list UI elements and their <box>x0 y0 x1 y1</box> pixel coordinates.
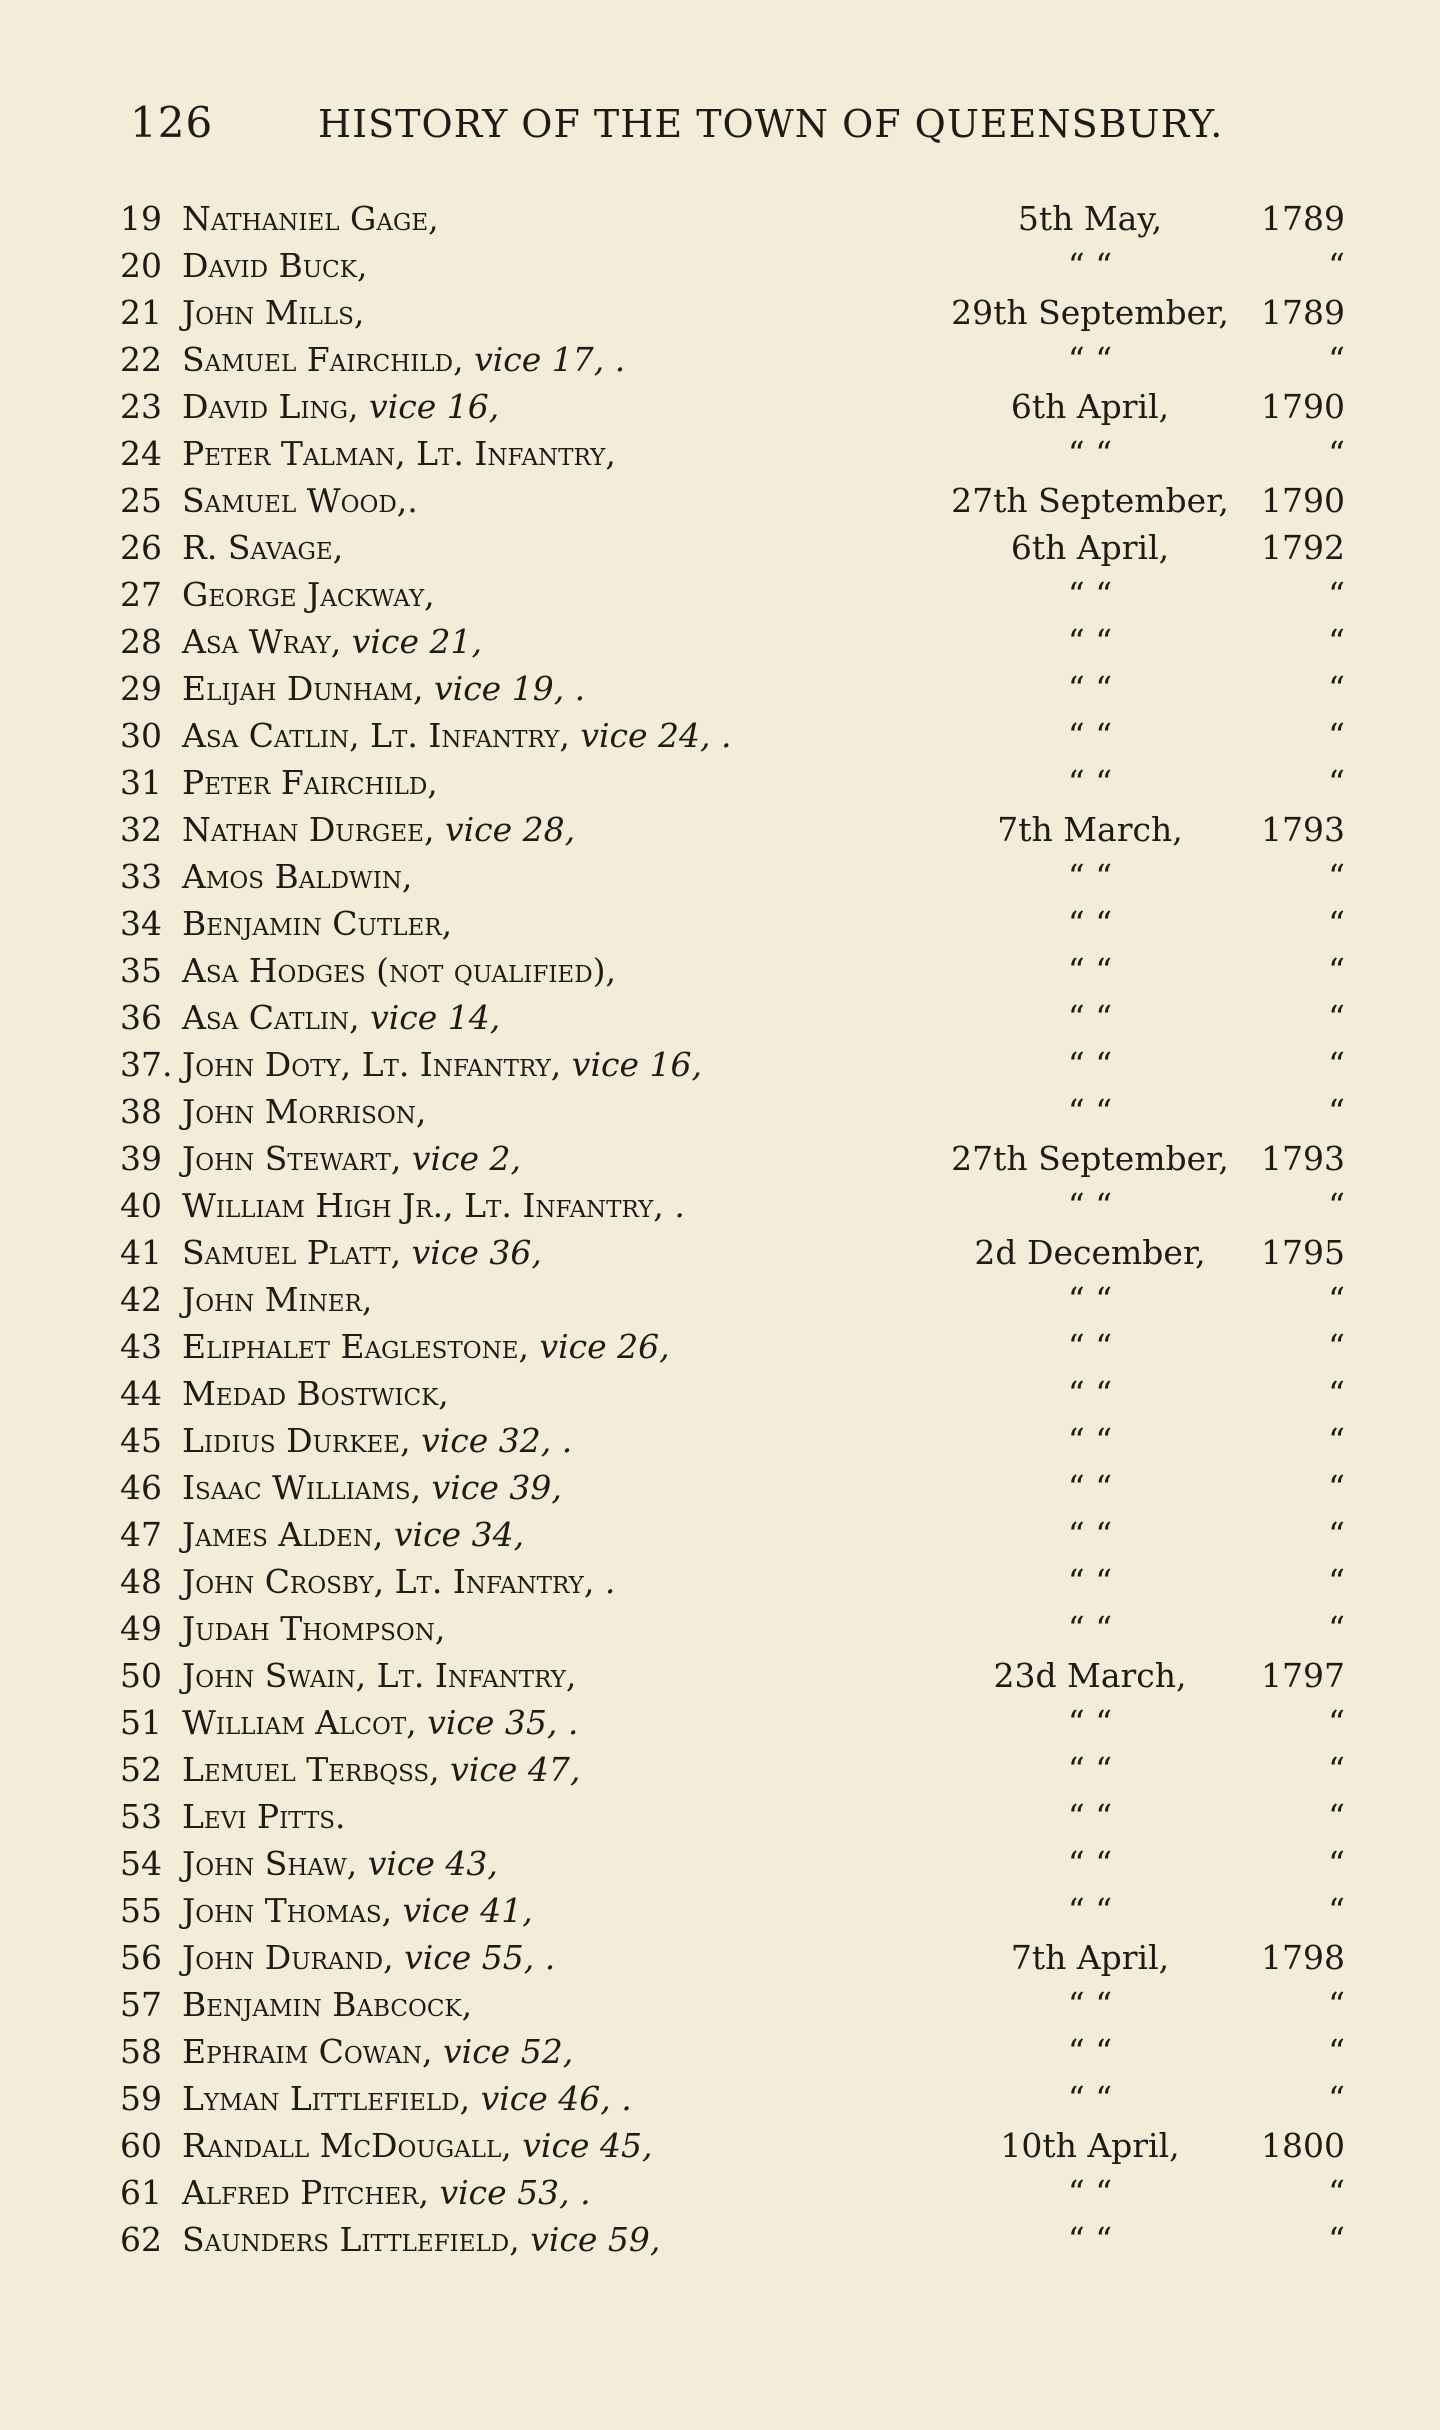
entry-vice: vice 14, <box>370 998 501 1037</box>
entry-date: “ “ <box>1067 434 1113 473</box>
list-item <box>0 1370 1440 1417</box>
entry-vice: vice 52, <box>443 2032 574 2071</box>
entry-number: 47 <box>120 1515 162 1554</box>
entry-date: “ “ <box>1067 1092 1113 1131</box>
entry-date: “ “ <box>1067 1750 1113 1789</box>
entry-name-text: John Miner, <box>182 1280 373 1319</box>
entry-date: “ “ <box>1067 1562 1113 1601</box>
list-item <box>0 1605 1440 1652</box>
entry-year: “ <box>1328 1844 1345 1883</box>
entry-name <box>182 994 942 1041</box>
entry-name <box>182 853 942 900</box>
list-item <box>0 195 1440 242</box>
list-item <box>0 2122 1440 2169</box>
entry-year: 1792 <box>1261 528 1345 567</box>
entry-year: “ <box>1328 1468 1345 1507</box>
entry-name <box>182 618 942 665</box>
list-item <box>0 430 1440 477</box>
entry-name-text: Asa Catlin, <box>182 998 360 1037</box>
entry-date: “ “ <box>1067 1421 1113 1460</box>
entry-name <box>182 2216 942 2263</box>
entry-name-text: Randall McDougall, <box>182 2126 512 2165</box>
entry-date: 2d December, <box>974 1233 1206 1272</box>
entry-year: “ <box>1328 716 1345 755</box>
entry-vice: vice 41, <box>402 1891 533 1930</box>
entry-year: “ <box>1328 669 1345 708</box>
entry-vice: vice 45, <box>522 2126 653 2165</box>
entry-name-text: Samuel Wood,. <box>182 481 418 520</box>
entry-name <box>182 1746 942 1793</box>
entry-year: 1798 <box>1261 1938 1345 1977</box>
entry-number: 58 <box>120 2032 162 2071</box>
entry-vice: vice 17, . <box>474 340 626 379</box>
list-item <box>0 1041 1440 1088</box>
entry-number: 44 <box>120 1374 162 1413</box>
list-item <box>0 1840 1440 1887</box>
entry-name <box>182 1182 942 1229</box>
entry-number: 45 <box>120 1421 162 1460</box>
entry-name-text: R. Savage, <box>182 528 344 567</box>
entry-number: 23 <box>120 387 162 426</box>
list-item <box>0 571 1440 618</box>
entry-year: “ <box>1328 1562 1345 1601</box>
entry-year: “ <box>1328 1045 1345 1084</box>
entry-year: “ <box>1328 1280 1345 1319</box>
entry-name-text: Judah Thompson, <box>182 1609 446 1648</box>
list-item <box>0 336 1440 383</box>
entry-name-text: David Ling, <box>182 387 359 426</box>
list-item <box>0 2169 1440 2216</box>
list-item <box>0 1558 1440 1605</box>
entry-name-text: William Alcot, <box>182 1703 417 1742</box>
entry-name <box>182 1840 942 1887</box>
entry-date: “ “ <box>1067 763 1113 802</box>
entry-year: 1793 <box>1261 1139 1345 1178</box>
entry-vice: vice 24, . <box>580 716 732 755</box>
list-item <box>0 242 1440 289</box>
entry-date: “ “ <box>1067 904 1113 943</box>
entry-vice: vice 2, <box>411 1139 522 1178</box>
entry-name-text: William High Jr., Lt. Infantry, <box>182 1186 664 1225</box>
entry-vice: vice 39, <box>431 1468 562 1507</box>
entry-name <box>182 289 942 336</box>
list-item <box>0 383 1440 430</box>
entry-date: 27th September, <box>951 1139 1229 1178</box>
entry-name-text: Elijah Dunham, <box>182 669 424 708</box>
entry-name-text: Samuel Platt, <box>182 1233 402 1272</box>
entry-date: “ “ <box>1067 669 1113 708</box>
entry-date: 27th September, <box>951 481 1229 520</box>
entry-number: 26 <box>120 528 162 567</box>
entry-number: 39 <box>120 1139 162 1178</box>
list-item <box>0 1793 1440 1840</box>
list-item <box>0 1276 1440 1323</box>
entry-name <box>182 947 942 994</box>
entry-name-text: Medad Bostwick, <box>182 1374 449 1413</box>
entry-number: 41 <box>120 1233 162 1272</box>
entry-date: 29th September, <box>951 293 1229 332</box>
entry-name-text: James Alden, <box>182 1515 384 1554</box>
entry-date: 5th May, <box>1017 199 1163 238</box>
entry-year: “ <box>1328 1797 1345 1836</box>
entry-year: 1789 <box>1261 293 1345 332</box>
entry-year: “ <box>1328 1515 1345 1554</box>
entry-number: 54 <box>120 1844 162 1883</box>
entry-name <box>182 2169 942 2216</box>
entry-vice: vice 19, . <box>434 669 586 708</box>
entry-vice: vice 21, <box>351 622 482 661</box>
entry-date: “ “ <box>1067 1186 1113 1225</box>
entry-year: “ <box>1328 763 1345 802</box>
entry-name <box>182 1370 942 1417</box>
entry-name <box>182 1088 942 1135</box>
entry-name <box>182 1135 942 1182</box>
entry-name-text: John Shaw, <box>182 1844 358 1883</box>
list-item <box>0 1511 1440 1558</box>
list-item <box>0 289 1440 336</box>
entry-name <box>182 336 942 383</box>
entry-name-text: Levi Pitts. <box>182 1797 346 1836</box>
entry-date: “ “ <box>1067 2220 1113 2259</box>
entry-date: 23d March, <box>993 1656 1187 1695</box>
entry-year: “ <box>1328 951 1345 990</box>
list-item <box>0 1182 1440 1229</box>
entry-number: 53 <box>120 1797 162 1836</box>
entry-date: “ “ <box>1067 1468 1113 1507</box>
list-item <box>0 618 1440 665</box>
entry-date: “ “ <box>1067 716 1113 755</box>
entry-name <box>182 1652 942 1699</box>
list-item <box>0 1229 1440 1276</box>
entry-name-text: Amos Baldwin, <box>182 857 413 896</box>
entry-date: “ “ <box>1067 1703 1113 1742</box>
entry-name <box>182 1041 942 1088</box>
entry-vice: vice 16, <box>571 1045 702 1084</box>
entry-name <box>182 1981 942 2028</box>
entry-name-text: Ephraim Cowan, <box>182 2032 433 2071</box>
entry-year: 1790 <box>1261 481 1345 520</box>
entry-name <box>182 383 942 430</box>
list-item <box>0 806 1440 853</box>
entry-name <box>182 195 942 242</box>
entry-name-text: Samuel Fairchild, <box>182 340 464 379</box>
entry-vice: . <box>674 1186 685 1225</box>
entry-number: 50 <box>120 1656 162 1695</box>
entry-number: 59 <box>120 2079 162 2118</box>
list-item <box>0 665 1440 712</box>
entry-name-text: Benjamin Babcock, <box>182 1985 473 2024</box>
entry-year: 1795 <box>1261 1233 1345 1272</box>
entry-number: 24 <box>120 434 162 473</box>
page-title: HISTORY OF THE TOWN OF QUEENSBURY. <box>318 102 1224 146</box>
entry-name <box>182 1229 942 1276</box>
entry-name-text: Asa Hodges (not qualified), <box>182 951 616 990</box>
entry-number: 33 <box>120 857 162 896</box>
list-item <box>0 1135 1440 1182</box>
entry-year: 1797 <box>1261 1656 1345 1695</box>
entry-number: 21 <box>120 293 162 332</box>
entry-year: “ <box>1328 1327 1345 1366</box>
entry-year: “ <box>1328 1891 1345 1930</box>
entry-number: 56 <box>120 1938 162 1977</box>
entry-vice: vice 36, <box>411 1233 542 1272</box>
entry-date: “ “ <box>1067 1045 1113 1084</box>
entry-date: “ “ <box>1067 246 1113 285</box>
entry-name <box>182 1558 942 1605</box>
entry-number: 61 <box>120 2173 162 2212</box>
entry-vice: vice 26, <box>539 1327 670 1366</box>
entry-name-text: Asa Catlin, Lt. Infantry, <box>182 716 570 755</box>
entry-name <box>182 1417 942 1464</box>
entry-date: “ “ <box>1067 1609 1113 1648</box>
entry-year: “ <box>1328 1186 1345 1225</box>
entry-number: 27 <box>120 575 162 614</box>
entry-name <box>182 806 942 853</box>
entry-name-text: Isaac Williams, <box>182 1468 422 1507</box>
entry-name <box>182 1276 942 1323</box>
list-item <box>0 524 1440 571</box>
entry-name <box>182 759 942 806</box>
entry-number: 38 <box>120 1092 162 1131</box>
entry-number: 40 <box>120 1186 162 1225</box>
list-item <box>0 712 1440 759</box>
entry-number: 36 <box>120 998 162 1037</box>
list-item <box>0 1887 1440 1934</box>
entry-number: 30 <box>120 716 162 755</box>
entry-name-text: Asa Wray, <box>182 622 342 661</box>
entry-year: “ <box>1328 246 1345 285</box>
entry-year: “ <box>1328 434 1345 473</box>
entry-number: 34 <box>120 904 162 943</box>
entry-number: 31 <box>120 763 162 802</box>
entry-name-text: Lyman Littlefield, <box>182 2079 471 2118</box>
entry-year: 1800 <box>1261 2126 1345 2165</box>
entry-name <box>182 1464 942 1511</box>
entry-name <box>182 1793 942 1840</box>
entry-vice: vice 28, <box>444 810 576 849</box>
entry-name <box>182 477 942 524</box>
entry-name-text: Peter Talman, Lt. Infantry, <box>182 434 616 473</box>
entry-year: “ <box>1328 998 1345 1037</box>
entry-date: “ “ <box>1067 1797 1113 1836</box>
entry-number: 51 <box>120 1703 162 1742</box>
list-item <box>0 1981 1440 2028</box>
entry-date: “ “ <box>1067 998 1113 1037</box>
entry-name <box>182 571 942 618</box>
entry-year: “ <box>1328 1703 1345 1742</box>
entry-number: 29 <box>120 669 162 708</box>
entry-name <box>182 430 942 477</box>
entry-date: “ “ <box>1067 1515 1113 1554</box>
entry-name <box>182 712 942 759</box>
entry-name <box>182 1934 942 1981</box>
entry-year: “ <box>1328 622 1345 661</box>
entry-number: 55 <box>120 1891 162 1930</box>
entry-name-text: Eliphalet Eaglestone, <box>182 1327 529 1366</box>
entry-date: 10th April, <box>1000 2126 1180 2165</box>
entry-number: 20 <box>120 246 162 285</box>
entry-year: “ <box>1328 904 1345 943</box>
list-item <box>0 1417 1440 1464</box>
entry-number: 62 <box>120 2220 162 2259</box>
entry-year: “ <box>1328 1374 1345 1413</box>
list-item <box>0 1934 1440 1981</box>
entry-year: “ <box>1328 2220 1345 2259</box>
entry-name-text: John Thomas, <box>182 1891 393 1930</box>
list-item <box>0 2216 1440 2263</box>
entry-year: “ <box>1328 1092 1345 1131</box>
entry-number: 35 <box>120 951 162 990</box>
entry-date: “ “ <box>1067 1280 1113 1319</box>
entry-year: “ <box>1328 340 1345 379</box>
entry-name <box>182 1887 942 1934</box>
entry-date: “ “ <box>1067 1891 1113 1930</box>
entry-vice: vice 47, <box>450 1750 581 1789</box>
entry-date: “ “ <box>1067 2079 1113 2118</box>
entry-year: “ <box>1328 575 1345 614</box>
entry-name <box>182 900 942 947</box>
entry-name <box>182 1323 942 1370</box>
entry-vice: vice 16, <box>369 387 500 426</box>
entry-name-text: Saunders Littlefield, <box>182 2220 520 2259</box>
entry-name-text: Nathaniel Gage, <box>182 199 439 238</box>
entry-name-text: John Stewart, <box>182 1139 402 1178</box>
list-item <box>0 759 1440 806</box>
list-item <box>0 947 1440 994</box>
entry-date: “ “ <box>1067 857 1113 896</box>
list-item <box>0 1746 1440 1793</box>
entry-name <box>182 242 942 289</box>
entry-vice: vice 55, . <box>404 1938 556 1977</box>
entry-vice: vice 46, . <box>480 2079 632 2118</box>
entry-number: 48 <box>120 1562 162 1601</box>
entry-name <box>182 665 942 712</box>
entry-year: 1789 <box>1261 199 1345 238</box>
entry-number: 32 <box>120 810 162 849</box>
entry-name-text: Lemuel Terbqss, <box>182 1750 440 1789</box>
list-item <box>0 853 1440 900</box>
entry-name <box>182 524 942 571</box>
entry-vice: . <box>604 1562 616 1601</box>
list-item <box>0 1088 1440 1135</box>
page-number: 126 <box>130 98 214 147</box>
entry-name-text: Nathan Durgee, <box>182 810 435 849</box>
entry-date: “ “ <box>1067 1327 1113 1366</box>
entry-name-text: Benjamin Cutler, <box>182 904 453 943</box>
entry-vice: vice 34, <box>393 1515 525 1554</box>
entry-date: “ “ <box>1067 2032 1113 2071</box>
entry-year: “ <box>1328 1421 1345 1460</box>
entry-year: “ <box>1328 857 1345 896</box>
entry-year: “ <box>1328 1985 1345 2024</box>
entry-name-text: John Morrison, <box>182 1092 427 1131</box>
appointment-list <box>0 195 1440 2263</box>
entry-date: 6th April, <box>1010 387 1170 426</box>
entry-name <box>182 1699 942 1746</box>
entry-year: “ <box>1328 1609 1345 1648</box>
list-item <box>0 1464 1440 1511</box>
entry-name <box>182 2122 942 2169</box>
entry-year: 1790 <box>1261 387 1345 426</box>
entry-name-text: Peter Fairchild, <box>182 763 438 802</box>
entry-vice: vice 32, . <box>421 1421 573 1460</box>
entry-name-text: George Jackway, <box>182 575 435 614</box>
entry-name-text: David Buck, <box>182 246 368 285</box>
entry-number: 19 <box>120 199 162 238</box>
entry-date: “ “ <box>1067 340 1113 379</box>
entry-date: 7th April, <box>1010 1938 1170 1977</box>
entry-name-text: John Durand, <box>182 1938 394 1977</box>
list-item <box>0 994 1440 1041</box>
entry-name-text: John Crosby, Lt. Infantry, <box>182 1562 595 1601</box>
entry-year: “ <box>1328 2173 1345 2212</box>
list-item <box>0 2075 1440 2122</box>
list-item <box>0 2028 1440 2075</box>
running-head <box>130 98 1330 158</box>
list-item <box>0 1652 1440 1699</box>
entry-year: “ <box>1328 2079 1345 2118</box>
entry-vice: vice 43, <box>367 1844 498 1883</box>
entry-date: “ “ <box>1067 1985 1113 2024</box>
entry-name <box>182 1605 942 1652</box>
entry-number: 37. <box>120 1045 173 1084</box>
entry-vice: vice 53, . <box>439 2173 591 2212</box>
entry-date: “ “ <box>1067 1844 1113 1883</box>
entry-number: 57 <box>120 1985 162 2024</box>
list-item <box>0 900 1440 947</box>
entry-number: 52 <box>120 1750 162 1789</box>
entry-name <box>182 1511 942 1558</box>
entry-name-text: Alfred Pitcher, <box>182 2173 429 2212</box>
entry-date: “ “ <box>1067 2173 1113 2212</box>
entry-year: “ <box>1328 1750 1345 1789</box>
entry-year: 1793 <box>1261 810 1345 849</box>
entry-number: 42 <box>120 1280 162 1319</box>
entry-number: 43 <box>120 1327 162 1366</box>
entry-year: “ <box>1328 2032 1345 2071</box>
list-item <box>0 1699 1440 1746</box>
entry-date: “ “ <box>1067 1374 1113 1413</box>
entry-number: 28 <box>120 622 162 661</box>
entry-number: 46 <box>120 1468 162 1507</box>
entry-date: “ “ <box>1067 951 1113 990</box>
entry-date: 7th March, <box>997 810 1183 849</box>
list-item <box>0 477 1440 524</box>
entry-number: 49 <box>120 1609 162 1648</box>
entry-date: “ “ <box>1067 575 1113 614</box>
entry-name-text: John Doty, Lt. Infantry, <box>182 1045 562 1084</box>
entry-number: 60 <box>120 2126 162 2165</box>
entry-number: 22 <box>120 340 162 379</box>
entry-name-text: John Mills, <box>182 293 365 332</box>
list-item <box>0 1323 1440 1370</box>
entry-name-text: John Swain, Lt. Infantry, <box>182 1656 577 1695</box>
entry-date: 6th April, <box>1010 528 1170 567</box>
entry-name <box>182 2075 942 2122</box>
entry-vice: vice 59, <box>530 2220 661 2259</box>
entry-vice: vice 35, . <box>427 1703 579 1742</box>
entry-number: 25 <box>120 481 162 520</box>
entry-name <box>182 2028 942 2075</box>
entry-name-text: Lidius Durkee, <box>182 1421 411 1460</box>
entry-date: “ “ <box>1067 622 1113 661</box>
